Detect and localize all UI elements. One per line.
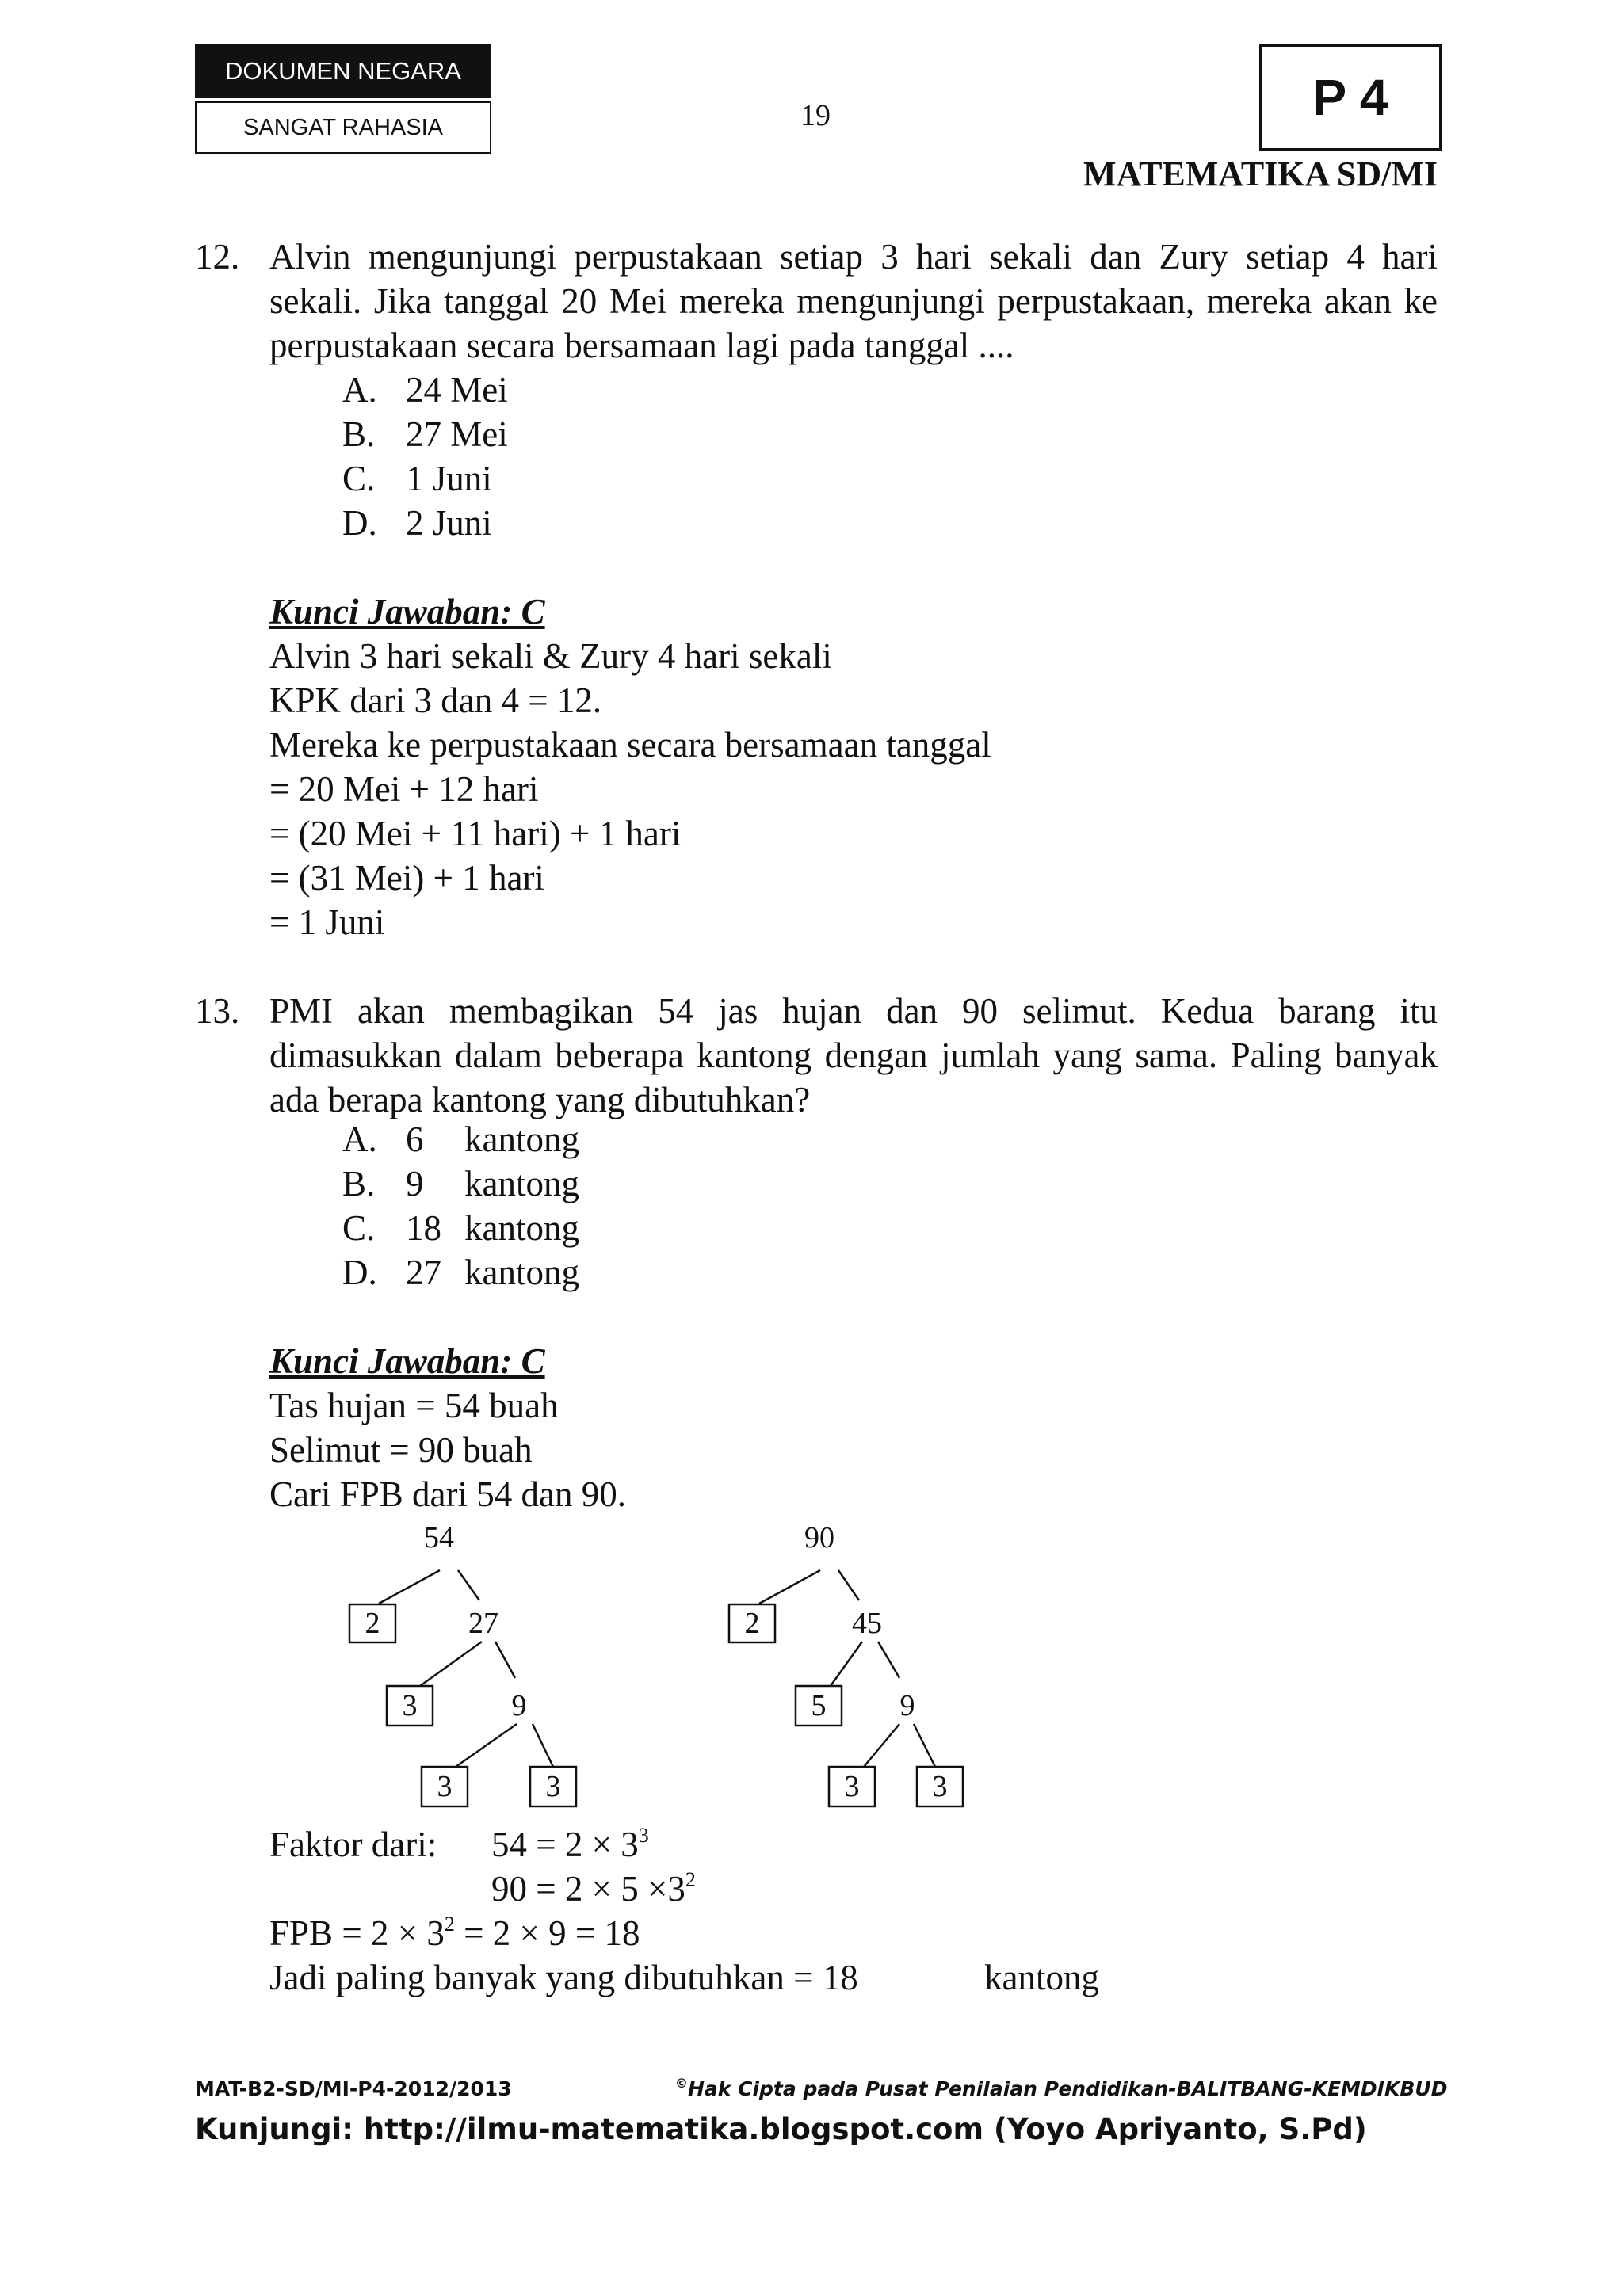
q12-option-d-text: 2 Juni bbox=[406, 503, 492, 543]
packet-label: P 4 bbox=[1312, 69, 1388, 126]
q12-option-b-text: 27 Mei bbox=[406, 414, 508, 454]
q13-option-c-letter: C. bbox=[342, 1208, 376, 1248]
q12-option-b-letter: B. bbox=[342, 414, 376, 454]
packet-box bbox=[1259, 44, 1442, 151]
footer-copyright bbox=[675, 2077, 1447, 2100]
tree54-root: 54 bbox=[424, 1521, 454, 1554]
footer-code: MAT-B2-SD/MI-P4-2012/2013 bbox=[195, 2077, 512, 2100]
q13-text: PMI akan membagikan 54 jas hujan dan 90 selimut. Kedua barang itu dimasukkan dalam beberapa kantong dengan jumlah yang sama. Paling banyak ada berapa kantong yang dibutuhkan? bbox=[269, 991, 1438, 1119]
factor-tree-90 bbox=[729, 1570, 963, 1806]
q13-solution-line: Selimut = 90 buah bbox=[269, 1430, 533, 1470]
tree90-node: 9 bbox=[899, 1689, 915, 1722]
tree90-factor: 3 bbox=[932, 1770, 948, 1803]
tree90-node: 45 bbox=[852, 1607, 882, 1640]
q13-solution-line: Tas hujan = 54 buah bbox=[269, 1386, 559, 1425]
q12-answer-key: Kunci Jawaban: C bbox=[269, 592, 545, 631]
q12-solution-line: = 1 Juni bbox=[269, 902, 385, 942]
q13-option-d-letter: D. bbox=[342, 1253, 377, 1292]
fpb-exp: 2 bbox=[444, 1913, 455, 1936]
factor-tree-54 bbox=[349, 1570, 576, 1806]
q13-option-b-num: 9 bbox=[406, 1164, 424, 1203]
q12-number: 12. bbox=[195, 237, 240, 277]
conclusion-unit: kantong bbox=[984, 1958, 1099, 1997]
tree54-factor: 2 bbox=[365, 1607, 380, 1640]
q12-option-c-text: 1 Juni bbox=[406, 459, 492, 498]
q13-option-d-unit: kantong bbox=[464, 1253, 579, 1292]
fpb-line bbox=[269, 1911, 640, 1961]
q13-option-c-num: 18 bbox=[406, 1208, 441, 1248]
factor-tree-54-labels bbox=[365, 1521, 561, 1803]
factor-90-exp: 2 bbox=[685, 1868, 696, 1891]
tree90-factor: 5 bbox=[811, 1689, 827, 1722]
factor-54-exp: 3 bbox=[638, 1824, 649, 1847]
q12-option-a-letter: A. bbox=[342, 370, 377, 410]
tree90-factor: 2 bbox=[744, 1607, 760, 1640]
factor-90-base: 90 = 2 × 5 ×3 bbox=[491, 1869, 685, 1909]
copyright-text: Hak Cipta pada Pusat Penilaian Pendidikan-BALITBANG-KEMDIKBUD bbox=[688, 2077, 1448, 2100]
q12-solution-line: Alvin 3 hari sekali & Zury 4 hari sekali bbox=[269, 636, 832, 676]
q12-solution-line: = (20 Mei + 11 hari) + 1 hari bbox=[269, 814, 682, 853]
q13-option-b-unit: kantong bbox=[464, 1164, 579, 1203]
page-number: 19 bbox=[800, 99, 831, 132]
q13-option-c-unit: kantong bbox=[464, 1208, 579, 1248]
factor-label: Faktor dari: bbox=[269, 1825, 437, 1864]
fpb-post: = 2 × 9 = 18 bbox=[454, 1913, 640, 1953]
tree54-node: 27 bbox=[468, 1607, 498, 1640]
factor-54 bbox=[491, 1822, 649, 1872]
factor-90 bbox=[491, 1867, 696, 1917]
q12-option-a-text: 24 Mei bbox=[406, 370, 508, 410]
q12-option-d-letter: D. bbox=[342, 503, 377, 543]
q12-solution-line: = (31 Mei) + 1 hari bbox=[269, 858, 544, 898]
q13-option-a-letter: A. bbox=[342, 1119, 377, 1159]
secrecy-label-box bbox=[195, 101, 491, 154]
secrecy-label: SANGAT RAHASIA bbox=[243, 115, 443, 140]
tree54-factor: 3 bbox=[402, 1689, 418, 1722]
tree54-node: 9 bbox=[511, 1689, 527, 1722]
fpb-pre: FPB = 2 × 3 bbox=[269, 1913, 445, 1953]
tree90-factor: 3 bbox=[844, 1770, 860, 1803]
q13-solution-line: Cari FPB dari 54 dan 90. bbox=[269, 1474, 626, 1514]
tree54-factor: 3 bbox=[437, 1770, 453, 1803]
subject-title: MATEMATIKA SD/MI bbox=[1083, 154, 1438, 193]
q13-option-d-num: 27 bbox=[406, 1253, 441, 1292]
factor-54-base: 54 = 2 × 3 bbox=[491, 1825, 639, 1864]
doc-label-box bbox=[195, 44, 491, 98]
q12-text: Alvin mengunjungi perpustakaan setiap 3 hari sekali dan Zury setiap 4 hari sekali. Jika tanggal 20 Mei mereka mengunjungi perpustakaan, mereka akan ke perpustakaan secara bersamaan lagi pada tanggal .... bbox=[269, 237, 1438, 365]
conclusion: Jadi paling banyak yang dibutuhkan = 18 bbox=[269, 1958, 858, 1997]
doc-label: DOKUMEN NEGARA bbox=[225, 57, 461, 85]
q12-option-c-letter: C. bbox=[342, 459, 376, 498]
tree90-root: 90 bbox=[804, 1521, 834, 1554]
tree54-factor: 3 bbox=[545, 1770, 561, 1803]
q12-solution-line: = 20 Mei + 12 hari bbox=[269, 769, 539, 809]
q12-solution-line: Mereka ke perpustakaan secara bersamaan tanggal bbox=[269, 725, 991, 765]
q12-solution-line: KPK dari 3 dan 4 = 12. bbox=[269, 681, 602, 720]
footer-visit: Kunjungi: http://ilmu-matematika.blogspot.com (Yoyo Apriyanto, S.Pd) bbox=[195, 2112, 1367, 2146]
q13-option-a-unit: kantong bbox=[464, 1119, 579, 1159]
factor-tree-90-labels bbox=[745, 1521, 948, 1803]
copyright-mark: © bbox=[675, 2076, 688, 2091]
q13-answer-key: Kunci Jawaban: C bbox=[269, 1341, 545, 1381]
q13-option-b-letter: B. bbox=[342, 1164, 376, 1203]
q13-number: 13. bbox=[195, 991, 240, 1031]
q13-option-a-num: 6 bbox=[406, 1119, 424, 1159]
